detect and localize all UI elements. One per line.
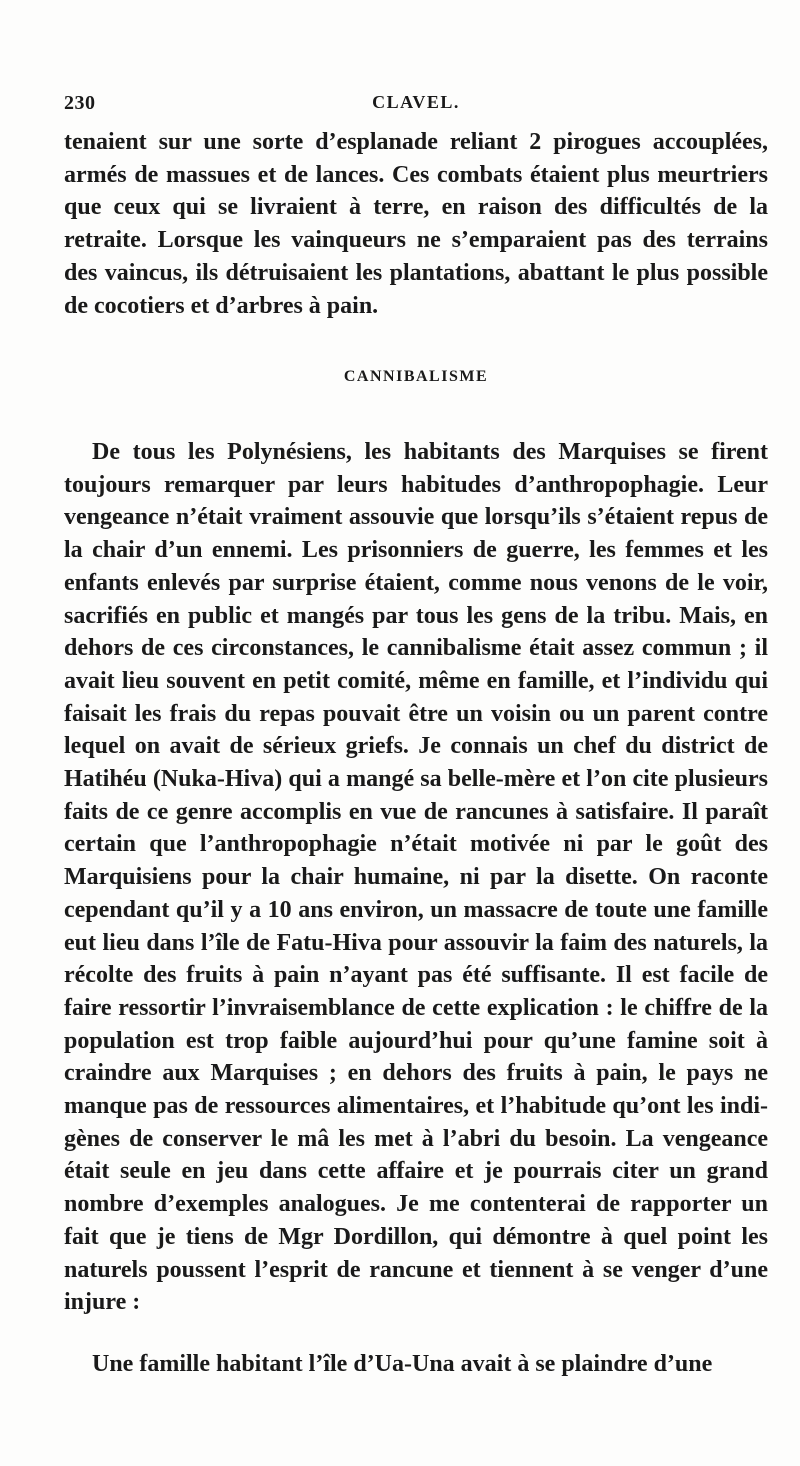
paragraph-text: Une famille habitant l’île d’Ua-Una avait à se plaindre d’une xyxy=(92,1351,713,1377)
page-number: 230 xyxy=(64,92,96,114)
paragraph-2 xyxy=(64,436,768,1319)
paragraph-1 xyxy=(64,126,768,322)
page-header xyxy=(64,92,768,120)
running-head: CLAVEL. xyxy=(372,92,460,112)
paragraph-text: De tous les Polynésiens, les habitants des Marquises se firent toujours remarquer par leurs habitudes d’anthropophagie. Leur vengeance n’était vraiment assouvie que lorsqu’ils s’étaient repus de la chair d’un ennemi. Les prisonniers de guerre, les femmes et les enfants enlevés par surprise étaient, comme nous venons de le voir, sacrifiés en public et mangés par tous les gens de la tribu. Mais, en dehors de ces circonstances, le cannibalisme était assez commun ; il avait lieu souvent en petit comité, même en famille, et l’individu qui faisait les frais du repas pouvait être un voisin ou un parent contre lequel on avait de sérieux griefs. Je connais un chef du district de Hatihéu (Nuka-Hiva) qui a mangé sa belle-mère et l’on cite plusieurs faits de ce genre accomplis en vue de rancunes à satisfaire. Il paraît certain que l’anthropophagie n’était motivée ni par le goût des Marquisiens pour la chair humaine, ni par la disette. On raconte cependant qu’il y a 10 ans environ, un massacre de toute une famille eut lieu dans l’île de Fatu-Hiva pour assouvir la faim des naturels, la récolte des fruits à pain n’ayant pas été suffisante. Il est facile de faire ressortir l’invraisemblance de cette explication : le chiffre de la population est trop faible aujourd’hui pour qu’une famine soit à craindre aux Marquises ; en dehors des fruits à pain, le pays ne manque pas de ressources alimentaires, et l’habitude qu’ont les indigènes de conserver le mâ les met à l’abri du besoin. La vengeance était seule en jeu dans cette affaire et je pourrais citer un grand nombre d’exemples analogues. Je me contenterai de rapporter un fait que je tiens de Mgr Dordillon, qui démontre à quel point les naturels poussent l’esprit de rancune et tiennent à se venger d’une injure : xyxy=(64,439,768,1316)
paragraph-3 xyxy=(64,1348,768,1381)
section-heading: CANNIBALISME xyxy=(343,368,489,385)
paragraph-text: tenaient sur une sorte d’esplanade reliant 2 pirogues accouplées, armés de massues et de lances. Ces combats étaient plus meurtriers que ceux qui se livraient à terre, en raison des difficultés de la retraite. Lorsque les vainqueurs ne s’emparaient pas des terrains des vaincus, ils détruisaient les plantations, abattant le plus possible de cocotiers et d’arbres à pain. xyxy=(64,129,768,319)
